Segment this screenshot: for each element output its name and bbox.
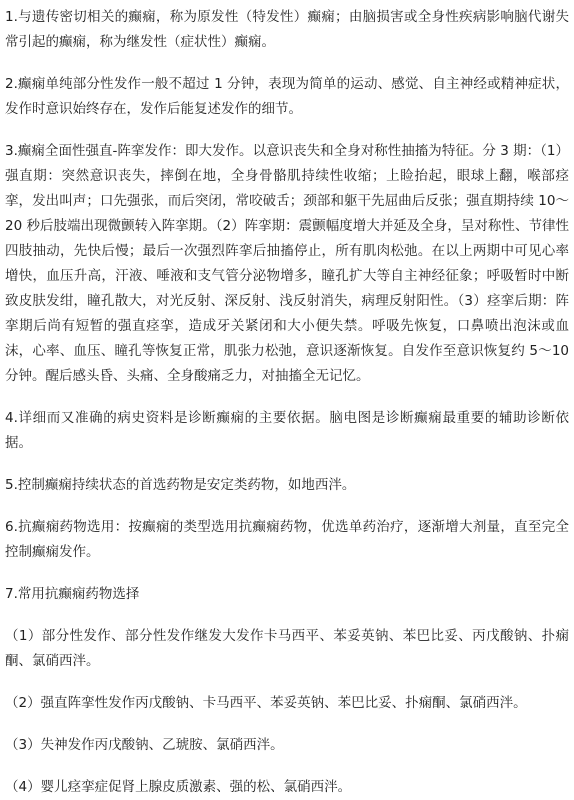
list-item-tonic-clonic-drugs: （2）强直阵挛性发作丙戊酸钠、卡马西平、苯妥英钠、苯巴比妥、扑痫酮、氯硝西泮。 — [5, 695, 527, 711]
list-item-absence-seizure-drugs: （3）失神发作丙戊酸钠、乙琥胺、氯硝西泮。 — [5, 737, 284, 753]
paragraph-5-status-epilepticus-drug: 5.控制癫痫持续状态的首选药物是安定类药物，如地西泮。 — [5, 477, 356, 493]
paragraph-7-common-drugs-heading: 7.常用抗癫痫药物选择 — [5, 586, 140, 602]
paragraph-6-drug-selection: 6.抗癫痫药物选用：按癫痫的类型选用抗癫痫药物，优选单药治疗，逐渐增大剂量，直至完全控制癫痫发作。 — [5, 519, 569, 560]
paragraph-1-epilepsy-classification: 1.与遗传密切相关的癫痫，称为原发性（特发性）癫痫；由脑损害或全身性疾病影响脑代谢失常引起的癫痫，称为继发性（症状性）癫痫。 — [5, 9, 569, 50]
paragraph-3-generalized-tonic-clonic: 3.癫痫全面性强直-阵挛发作：即大发作。以意识丧失和全身对称性抽搐为特征。分 3 期：（1）强直期：突然意识丧失，摔倒在地，全身骨骼肌持续性收缩；上睑抬起，眼球上翻，喉部痉挛，发出叫声；口先强张，而后突闭，常咬破舌；颈部和躯干先屈曲后反张；强直期持续 10～20 秒后肢端出现微颤转入阵挛期。（2）阵挛期：震颤幅度增大并延及全身，呈对称性、节律性四肢抽动，先快后慢；最后一次强烈阵挛后抽搐停止，所有肌肉松弛。在以上两期中可见心率增快，血压升高，汗液、唾液和支气管分泌物增多，瞳孔扩大等自主神经征象；呼吸暂时中断致皮肤发绀，瞳孔散大，对光反射、深反射、浅反射消失，病理反射阳性。（3）痉挛后期：阵挛期后尚有短暂的强直痉挛，造成牙关紧闭和大小便失禁。呼吸先恢复，口鼻喷出泡沫或血沫，心率、血压、瞳孔等恢复正常，肌张力松弛，意识逐渐恢复。自发作至意识恢复约 5～10 分钟。醒后感头昏、头痛、全身酸痛乏力，对抽搐全无记忆。 — [5, 143, 569, 384]
paragraph-4-diagnosis-basis: 4.详细而又准确的病史资料是诊断癫痫的主要依据。脑电图是诊断癫痫最重要的辅助诊断依据。 — [5, 410, 569, 451]
paragraph-2-simple-partial-seizure: 2.癫痫单纯部分性发作一般不超过 1 分钟，表现为简单的运动、感觉、自主神经或精神症状，发作时意识始终存在，发作后能复述发作的细节。 — [5, 76, 569, 117]
document-body — [5, 5, 569, 800]
list-item-partial-seizure-drugs: （1）部分性发作、部分性发作继发大发作卡马西平、苯妥英钠、苯巴比妥、丙戊酸钠、扑痫酮、氯硝西泮。 — [5, 628, 569, 669]
list-item-infantile-spasm-drugs: （4）婴儿痉挛症促肾上腺皮质激素、强的松、氯硝西泮。 — [5, 779, 352, 795]
